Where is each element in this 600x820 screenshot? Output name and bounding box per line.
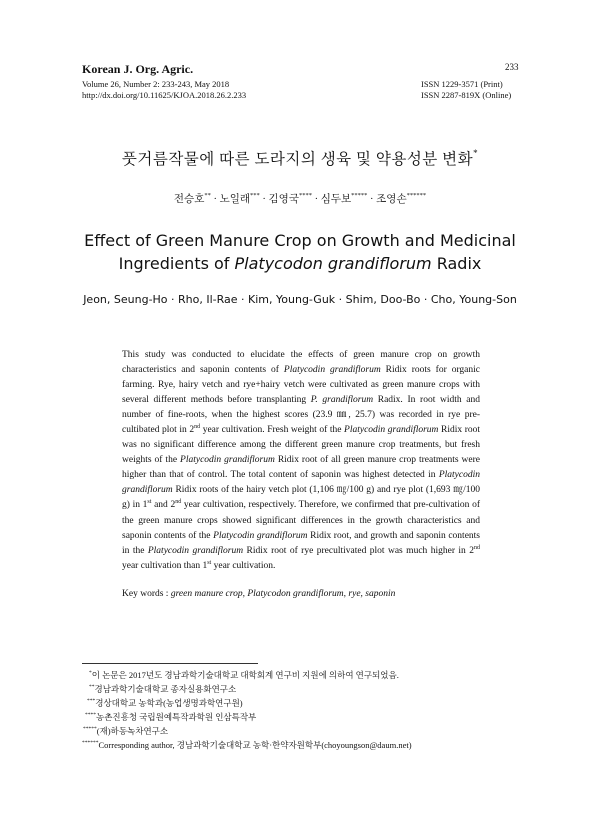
footnote-marker: *****: [83, 726, 97, 732]
abstract-text: Ridix root of rye precultivated plot was much higher in 2: [243, 545, 474, 556]
abstract-species: Platycodin grandiflorum: [147, 545, 244, 556]
footnote-text: 이 논문은 2017년도 경남과학기술대학교 대학회계 연구비 지원에 의하여 연구되었음.: [91, 670, 399, 680]
footnote-marker: ***: [87, 698, 96, 704]
author-separator: ·: [367, 194, 377, 205]
footnote-text: 경상대학교 농학과(농업생명과학연구원): [95, 698, 243, 708]
title-suffix: Radix: [431, 254, 482, 273]
author-marker: **: [204, 192, 211, 199]
abstract: [122, 348, 480, 574]
abstract-text: Ridix root of all green manure crop treatments were higher than that of control. The total content of saponin was highest detected in: [122, 455, 480, 481]
author-ko: 조영손: [376, 194, 407, 205]
english-title-line2: [0, 252, 600, 275]
footnote-marker: **: [89, 684, 95, 690]
title-species: Platycodon grandiflorum: [234, 254, 432, 273]
footnote-rule: [82, 663, 258, 664]
author-separator: ·: [259, 194, 269, 205]
keywords: [122, 589, 480, 599]
korean-title-text: 풋거름작물에 따른 도라지의 생육 및 약용성분 변화: [121, 151, 474, 168]
abstract-text: and 2: [151, 500, 176, 511]
author-separator: ·: [311, 194, 321, 205]
issn-print: ISSN 1229-3571 (Print): [421, 79, 503, 89]
footnote-marker: *: [89, 670, 92, 676]
ordinal-suffix: st: [207, 559, 212, 566]
korean-title: [0, 147, 600, 169]
english-title-line1: Effect of Green Manure Crop on Growth and Medicinal: [84, 231, 516, 250]
abstract-text: year cultivation.: [211, 560, 276, 571]
author-marker: ******: [406, 192, 427, 199]
author-separator: ·: [210, 194, 220, 205]
abstract-text: Ridix root, and growth and saponin contents in the: [122, 530, 480, 556]
ordinal-suffix: nd: [474, 544, 480, 551]
issn-info: [421, 79, 511, 101]
volume-info: [82, 79, 246, 101]
issn-online: ISSN 2287-819X (Online): [421, 90, 512, 100]
footnote: [82, 696, 412, 710]
abstract-text: Ridix roots for organic farming. Rye, hairy vetch and rye+hairy vetch were cultivated as green manure crops with several different methods before transplanting: [122, 365, 481, 406]
footnotes: [82, 668, 412, 752]
footnote-marker: ****: [85, 712, 96, 718]
abstract-species: Platycodin grandiflorum: [283, 365, 381, 376]
keywords-label: Key words :: [122, 589, 171, 599]
author-ko: 김영국: [268, 194, 299, 205]
doi-line[interactable]: http://dx.doi.org/10.11625/KJOA.2018.26.2.233: [82, 90, 247, 100]
abstract-species: Platycodin grandiflorum: [344, 425, 439, 436]
author-ko: 노일래: [219, 194, 251, 205]
author-marker: ***: [250, 192, 260, 199]
title-footnote-marker: *: [473, 148, 479, 158]
footnote-marker: ******: [82, 740, 99, 746]
keywords-terms: green manure crop, Platycodon grandiflorum, rye, saponin: [170, 589, 396, 599]
abstract-species: P. grandiflorum: [310, 395, 374, 406]
footnote: [82, 724, 412, 738]
english-authors: Jeon, Seung-Ho · Rho, Il-Rae · Kim, Young-Guk · Shim, Doo-Bo · Cho, Young-Son: [83, 293, 517, 306]
author-ko: 심두보: [320, 194, 352, 205]
abstract-text: year cultivation than 1: [122, 560, 208, 571]
author-marker: ****: [298, 192, 312, 199]
page-number: 233: [505, 62, 519, 72]
abstract-text: year cultivation. Fresh weight of the: [200, 425, 345, 436]
english-title: [0, 229, 600, 275]
abstract-text: year cultivation, respectively. Therefore, we confirmed that pre-cultivation of the green manure crops showed significant differences in the growth characteristics and saponin contents of the: [122, 500, 481, 541]
footnote-text: Corresponding author, 경남과학기술대학교 농학·한약자원학부(choyoungson@daum.net): [98, 740, 412, 750]
abstract-text: Ridix roots of the hairy vetch plot (1,106 ㎎/100 g) and rye plot (1,693 ㎎/100 g) in 1: [122, 485, 480, 511]
footnote-text: 농촌진흥청 국립원예특작과학원 인삼특작부: [96, 712, 257, 722]
footnote: [82, 738, 412, 752]
korean-authors: [0, 191, 600, 206]
footnote-text: 경남과학기술대학교 종자실용화연구소: [94, 684, 237, 694]
abstract-species: Platycodin grandiflorum: [180, 455, 275, 466]
author-ko: 전승호: [173, 194, 205, 205]
journal-name: Korean J. Org. Agric.: [82, 62, 194, 76]
ordinal-suffix: nd: [194, 424, 201, 431]
abstract-text: Ridix root was no significant difference among the different green manure crop treatments, but fresh weights of the: [122, 425, 480, 466]
abstract-text: This study was conducted to elucidate the effects of green manure crop on growth characteristics and saponin contents of: [122, 350, 480, 376]
ordinal-suffix: nd: [175, 499, 182, 506]
abstract-species: Platycodin grandiflorum: [122, 470, 480, 496]
author-marker: *****: [351, 192, 368, 199]
title-prefix: Ingredients of: [118, 254, 235, 273]
volume-line: Volume 26, Number 2: 233-243, May 2018: [82, 79, 230, 89]
footnote: [82, 668, 412, 682]
footnote: [82, 682, 412, 696]
ordinal-suffix: st: [147, 499, 152, 506]
abstract-text: Radix. In root width and number of fine-roots, when the highest scores (23.9 ㎜, 25.7) was recorded in rye pre-cultibated plot in 2: [122, 395, 480, 436]
footnote: [82, 710, 412, 724]
abstract-species: Platycodin grandiflorum: [213, 530, 308, 541]
footnote-text: (재)하동녹차연구소: [96, 726, 169, 736]
